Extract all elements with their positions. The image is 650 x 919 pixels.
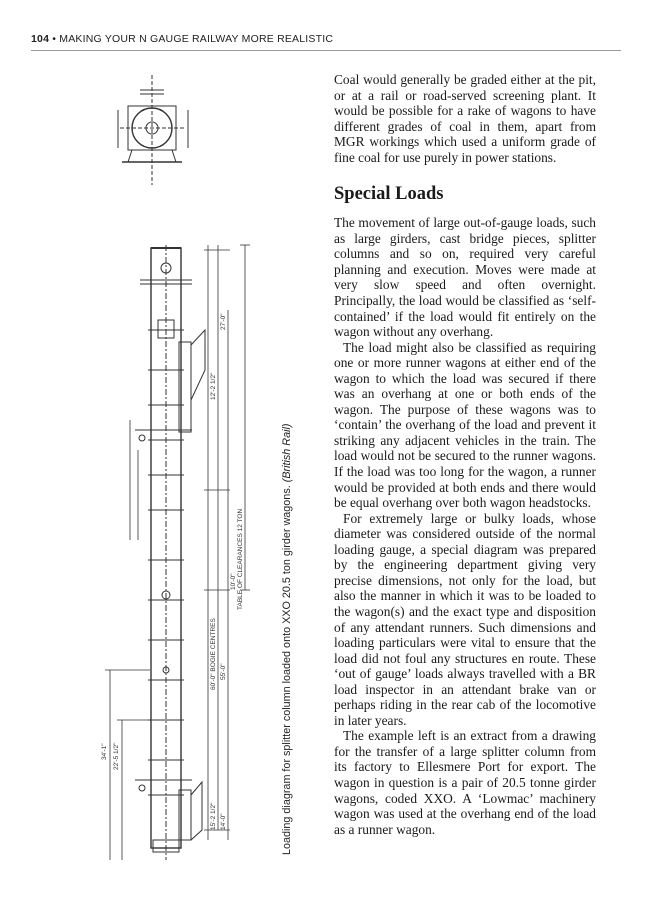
caption-credit: (British Rail) — [281, 423, 293, 483]
paragraph-special-loads: The movement of large out-of-gauge loads, such as large girders, cast bridge pieces, splitter columns and so on, required very careful planning and execution. Moves were made at very slow speed and often overnight. Principally, the load would be classified as ‘self-contained’ if the load would fit entirely on the wagon without any overhang. — [334, 215, 596, 340]
header-rule — [31, 50, 621, 51]
running-head — [31, 33, 621, 45]
running-title: MAKING YOUR N GAUGE RAILWAY MORE REALISTIC — [59, 33, 334, 45]
paragraph-runner-wagons: The load might also be classified as requiring one or more runner wagons at either end of the wagon to which the load was secured if there was an overhang at one or both ends of the wagon. The purpose of these wagons was to ‘contain’ the overhang of the load and prevent it striking any adjacent vehicles in the train. The load would not be secured to the runner wagons. If the load was too long for the wagon, a runner would be provided at both ends and there would be equal overhang over both wagon headstocks. — [334, 339, 596, 511]
dim-label-d: 60'-0" BOGIE CENTRES — [210, 618, 217, 690]
wagon-outline — [135, 330, 205, 840]
dim-label-table: TABLE OF CLEARANCES 12 TON — [237, 508, 244, 610]
dim-label-h: 10'-0" — [230, 573, 237, 590]
dim-label-c: 27'-0" — [220, 313, 227, 330]
paragraph-special-diagram: For extremely large or bulky loads, whose diameter was considered outside of the normal loading gauge, a special diagram was prepared by the engineering department giving very precise dimensions, not only for the load, but also the manner in which it was to be loaded to the wagon(s) and the exact type and disposition of any attendant runners. Such dimensions and loading particulars were vital to ensure that the load did not foul any structures en route. These ‘out of gauge’ loads always travelled with a BR load inspector in an attendant brake van or perhaps riding in the rear cab of the locomotive in later years. — [334, 510, 596, 728]
section-heading: Special Loads — [334, 184, 444, 205]
paragraph-example: The example left is an extract from a drawing for the transfer of a large splitter column from its factory to Ellesmere Port for export. The wagon in question is a pair of 20.5 tonne girder wagons, coded XXO. A ‘Lowmac’ machinery wagon was used at the overhang end of the load as a runner wagon. — [334, 728, 596, 837]
figure-caption — [281, 423, 297, 855]
dim-label-a: 22'-5 1/2" — [113, 742, 120, 770]
text-column — [334, 72, 596, 837]
page-number: 104 — [31, 33, 50, 45]
loading-diagram — [80, 70, 310, 860]
caption-text: Loading diagram for splitter column loaded onto XXO 20.5 ton girder wagons. — [281, 482, 293, 855]
dim-label-b: 12'-2 1/2" — [210, 372, 217, 400]
dim-label-total: 34'-1" — [101, 743, 108, 760]
column-side-view — [140, 245, 192, 860]
dim-label-f: 15'-2 1/2" — [210, 802, 217, 830]
dim-label-g: 14'-0" — [220, 813, 227, 830]
cross-section-view — [118, 75, 188, 185]
dim-label-e: 55'-0" — [220, 663, 227, 680]
left-dimension-lines — [105, 420, 150, 860]
paragraph-coal-grading: Coal would generally be graded either at the pit, or at a rail or road-served screening plant. It would be possible for a rake of wagons to have different grades of coal in them, apart from MGR workings which used a uniform grade of fine coal for use purely in power stations. — [334, 72, 596, 165]
header-separator: • — [52, 33, 57, 45]
